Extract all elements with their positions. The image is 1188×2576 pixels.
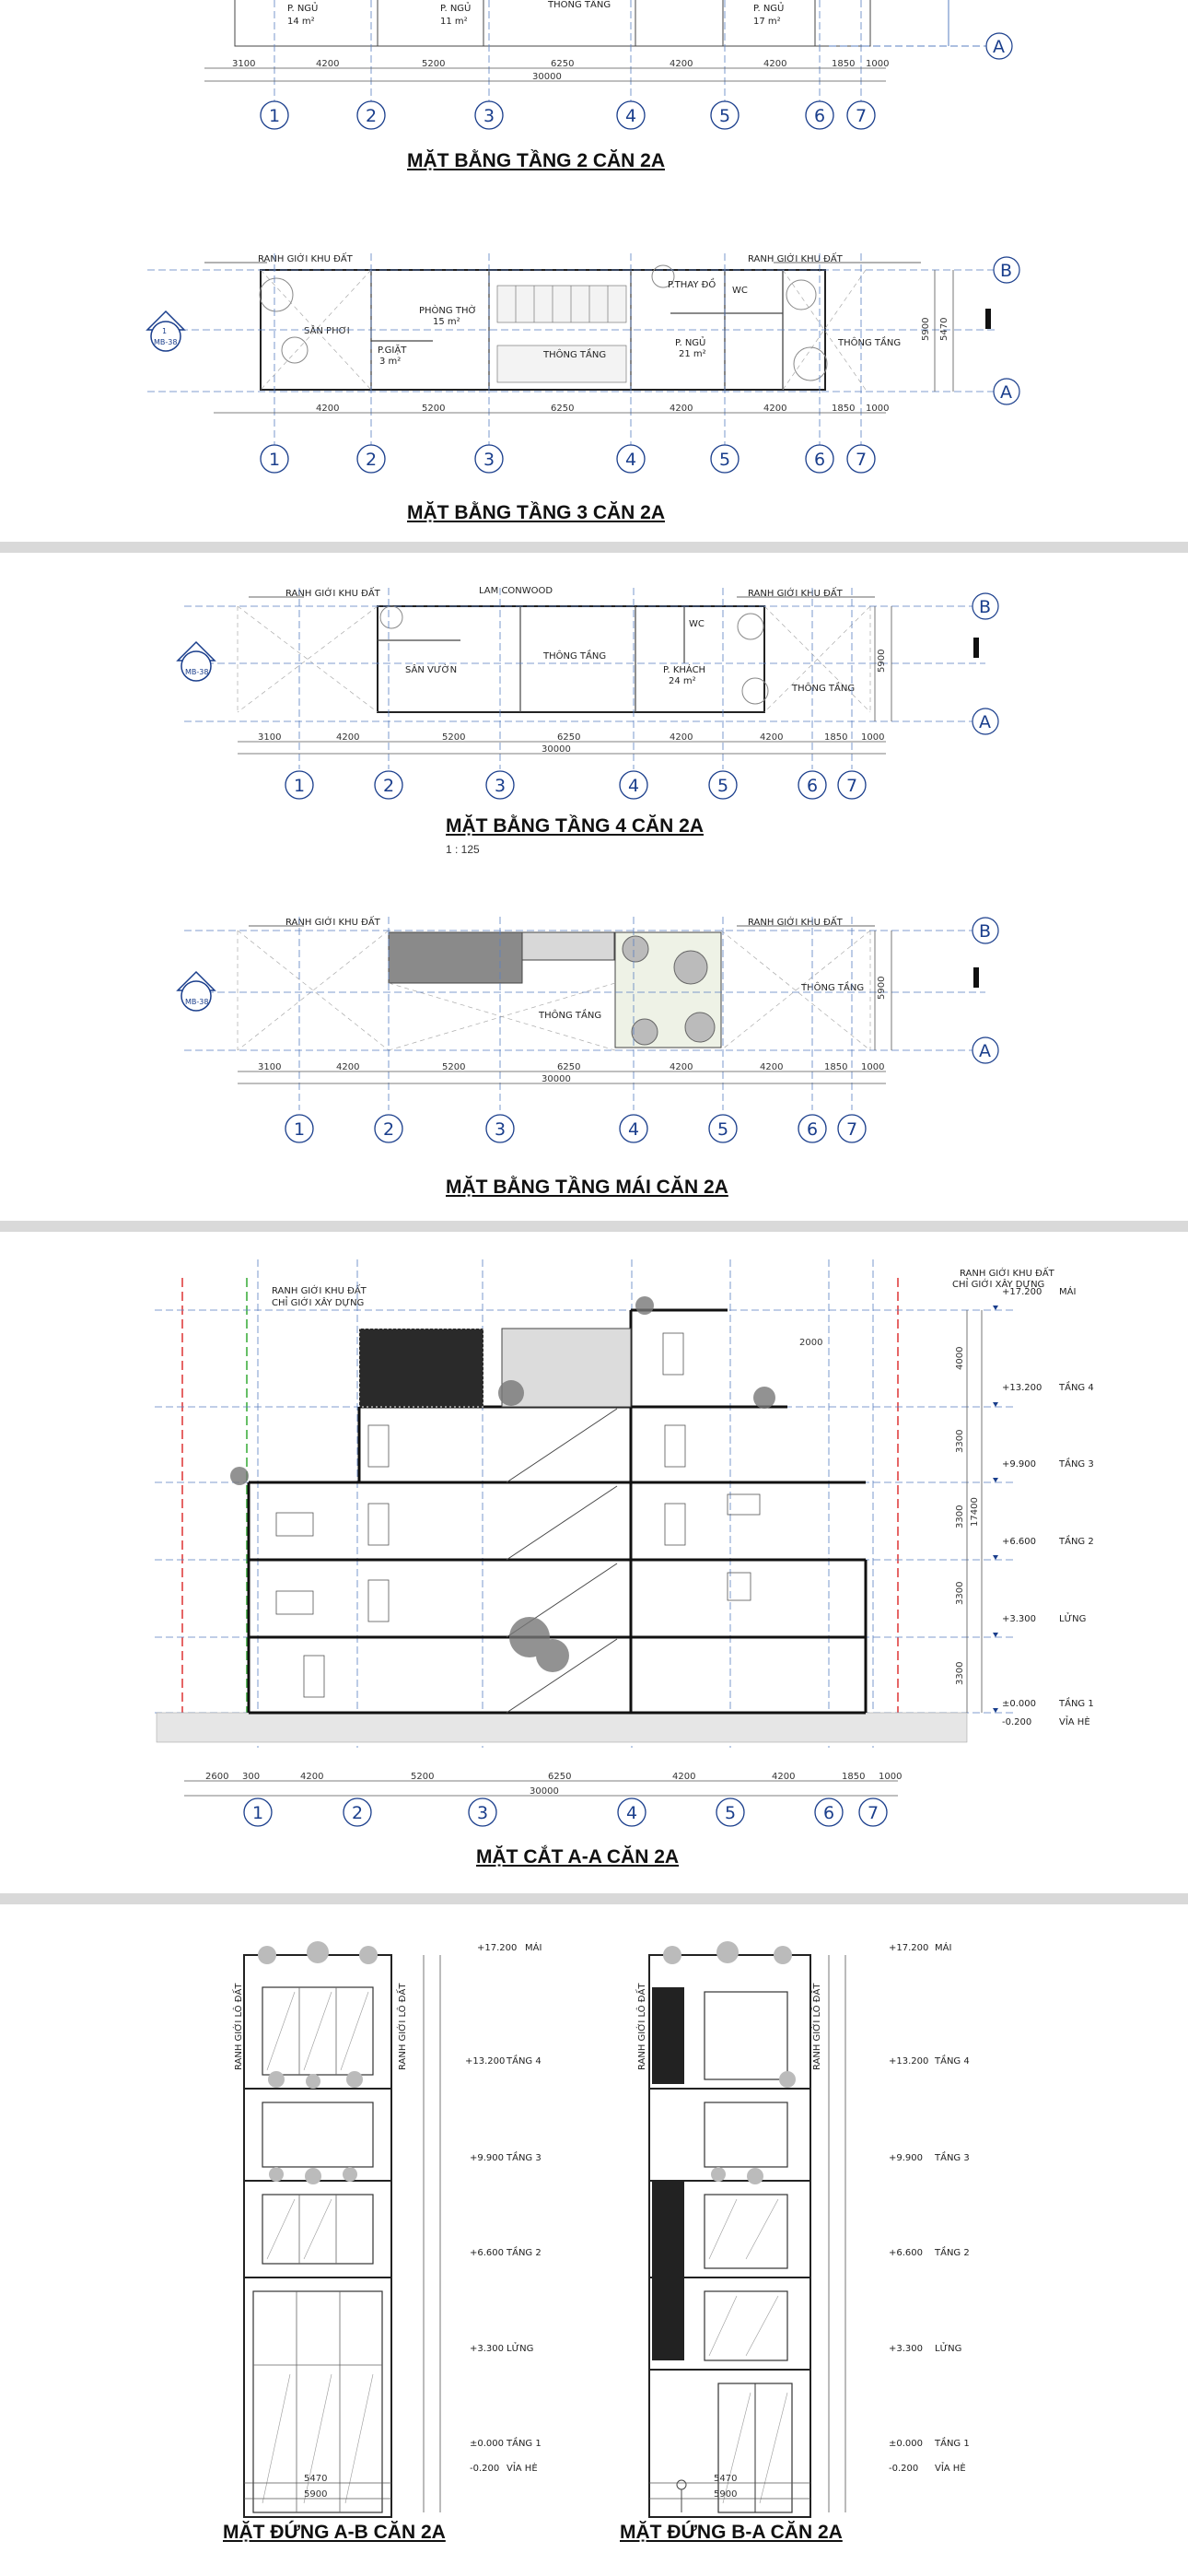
svg-text:±0.000: ±0.000 xyxy=(1002,1699,1037,1709)
svg-text:1850: 1850 xyxy=(832,404,856,414)
grid-axis-label: 5 xyxy=(717,1119,729,1140)
sheet-section-aa xyxy=(0,1232,1188,1893)
svg-text:CHỈ GIỚI XÂY DỰNG: CHỈ GIỚI XÂY DỰNG xyxy=(952,1280,1045,1290)
svg-text:THÔNG TẦNG: THÔNG TẦNG xyxy=(543,350,607,360)
svg-text:+6.600: +6.600 xyxy=(1002,1537,1037,1547)
svg-text:RANH GIỚI KHU ĐẤT: RANH GIỚI KHU ĐẤT xyxy=(748,254,843,264)
svg-text:THÔNG TẦNG: THÔNG TẦNG xyxy=(838,338,902,348)
svg-text:1850: 1850 xyxy=(824,1062,848,1072)
grid-axis-label: 3 xyxy=(483,450,495,470)
floor4-drawing xyxy=(0,553,1188,1221)
svg-text:MÁI: MÁI xyxy=(1059,1287,1077,1297)
svg-text:1850: 1850 xyxy=(832,59,856,69)
svg-text:VỈA HÈ: VỈA HÈ xyxy=(1059,1717,1090,1727)
grid-axis-label: 5 xyxy=(725,1803,737,1823)
svg-text:4200: 4200 xyxy=(336,1062,360,1072)
grid-axis-label: 7 xyxy=(846,776,858,796)
svg-text:RANH GIỚI KHU ĐẤT: RANH GIỚI KHU ĐẤT xyxy=(285,918,380,928)
svg-text:VỈA HÈ: VỈA HÈ xyxy=(507,2464,538,2474)
svg-text:B: B xyxy=(979,597,992,617)
svg-text:30000: 30000 xyxy=(542,1074,571,1084)
svg-text:300: 300 xyxy=(242,1772,261,1782)
svg-text:±0.000: ±0.000 xyxy=(889,2439,924,2449)
svg-text:6250: 6250 xyxy=(551,59,575,69)
grid-axis-label: 3 xyxy=(483,106,495,126)
grid-axis-label: 3 xyxy=(477,1803,489,1823)
svg-text:CHỈ GIỚI XÂY DỰNG: CHỈ GIỚI XÂY DỰNG xyxy=(272,1298,365,1308)
svg-text:TẦNG 1: TẦNG 1 xyxy=(935,2439,970,2449)
svg-text:5470: 5470 xyxy=(939,317,949,341)
svg-text:TẦNG 2: TẦNG 2 xyxy=(1059,1537,1094,1547)
svg-text:24 m²: 24 m² xyxy=(669,676,696,686)
sheet-title: MẶT BẰNG TẦNG 4 CĂN 2A xyxy=(446,815,705,837)
svg-text:A: A xyxy=(993,37,1005,57)
svg-text:P. NGỦ: P. NGỦ xyxy=(753,4,785,14)
svg-text:P. NGỦ: P. NGỦ xyxy=(440,4,472,14)
svg-text:+3.300: +3.300 xyxy=(1002,1614,1037,1624)
svg-text:5200: 5200 xyxy=(442,732,466,743)
svg-text:5900: 5900 xyxy=(921,317,931,341)
svg-text:3300: 3300 xyxy=(955,1429,965,1453)
svg-text:-0.200: -0.200 xyxy=(1002,1717,1032,1727)
svg-text:THÔNG TẦNG: THÔNG TẦNG xyxy=(543,651,607,662)
svg-text:+13.200: +13.200 xyxy=(465,2056,506,2067)
grid-axis-label: 1 xyxy=(252,1803,264,1823)
svg-text:RANH GIỚI LÔ ĐẤT: RANH GIỚI LÔ ĐẤT xyxy=(637,1983,647,2070)
svg-text:4200: 4200 xyxy=(300,1772,324,1782)
grid-axis-label: 1 xyxy=(294,776,306,796)
svg-text:TẦNG 1: TẦNG 1 xyxy=(1059,1699,1094,1709)
svg-text:LAM CONWOOD: LAM CONWOOD xyxy=(479,586,553,596)
svg-text:+3.300: +3.300 xyxy=(470,2344,505,2354)
svg-text:THÔNG TẦNG: THÔNG TẦNG xyxy=(548,0,611,10)
svg-text:+17.200: +17.200 xyxy=(889,1943,929,1953)
grid-axis-label: 4 xyxy=(625,106,637,126)
svg-text:THÔNG TẦNG: THÔNG TẦNG xyxy=(539,1011,602,1021)
svg-text:4200: 4200 xyxy=(316,404,340,414)
svg-text:TẦNG 4: TẦNG 4 xyxy=(507,2056,542,2067)
svg-text:15 m²: 15 m² xyxy=(433,317,460,327)
svg-text:3300: 3300 xyxy=(955,1661,965,1685)
svg-text:4200: 4200 xyxy=(763,404,787,414)
svg-text:RANH GIỚI LÔ ĐẤT: RANH GIỚI LÔ ĐẤT xyxy=(398,1983,408,2070)
svg-text:5900: 5900 xyxy=(877,649,887,673)
grid-axis-label: 7 xyxy=(856,106,868,126)
svg-text:RANH GIỚI LÔ ĐẤT: RANH GIỚI LÔ ĐẤT xyxy=(234,1983,244,2070)
svg-text:±0.000: ±0.000 xyxy=(470,2439,505,2449)
svg-text:RANH GIỚI KHU ĐẤT: RANH GIỚI KHU ĐẤT xyxy=(272,1286,367,1296)
svg-text:4200: 4200 xyxy=(670,404,693,414)
elev-width2: 5900 xyxy=(304,2489,328,2500)
room-label: P. NGỦ xyxy=(287,4,319,14)
svg-text:21 m²: 21 m² xyxy=(679,349,706,359)
grid-axis-label: 2 xyxy=(352,1803,364,1823)
svg-text:TẦNG 3: TẦNG 3 xyxy=(935,2153,970,2163)
grid-axis-label: 6 xyxy=(807,1119,819,1140)
svg-text:WC: WC xyxy=(689,619,705,629)
svg-text:B: B xyxy=(979,921,992,942)
svg-text:1: 1 xyxy=(162,327,168,335)
svg-text:3300: 3300 xyxy=(955,1505,965,1528)
svg-text:TẦNG 3: TẦNG 3 xyxy=(1059,1459,1094,1469)
svg-text:MB-38: MB-38 xyxy=(185,668,209,676)
grid-axis-label: 5 xyxy=(717,776,729,796)
sheet-elevations xyxy=(0,1904,1188,2576)
svg-text:A: A xyxy=(979,1041,991,1061)
svg-text:17 m²: 17 m² xyxy=(753,17,781,27)
sheet-title: MẶT BẰNG TẦNG 2 CĂN 2A xyxy=(407,150,666,171)
svg-text:1000: 1000 xyxy=(861,732,885,743)
svg-text:RANH GIỚI LÔ ĐẤT: RANH GIỚI LÔ ĐẤT xyxy=(812,1983,822,2070)
svg-text:RANH GIỚI KHU ĐẤT: RANH GIỚI KHU ĐẤT xyxy=(258,254,353,264)
scale-label: 1 : 125 xyxy=(446,843,480,856)
grid-axis-label: 5 xyxy=(719,106,731,126)
sheet-floor2-plan xyxy=(0,0,1188,542)
grid-axis-label: 2 xyxy=(366,450,378,470)
svg-text:SÂN PHƠI: SÂN PHƠI xyxy=(304,326,350,336)
svg-text:TẦNG 4: TẦNG 4 xyxy=(1059,1383,1094,1393)
svg-text:3 m²: 3 m² xyxy=(379,357,402,367)
svg-text:RANH GIỚI KHU ĐẤT: RANH GIỚI KHU ĐẤT xyxy=(748,918,843,928)
svg-text:MB-38: MB-38 xyxy=(185,998,209,1006)
grid-axis-label: 2 xyxy=(366,106,378,126)
svg-text:5200: 5200 xyxy=(442,1062,466,1072)
svg-text:5200: 5200 xyxy=(411,1772,435,1782)
svg-text:4200: 4200 xyxy=(760,1062,784,1072)
svg-text:3100: 3100 xyxy=(232,59,256,69)
svg-text:LỬNG: LỬNG xyxy=(1059,1614,1087,1624)
grid-axis-label: 5 xyxy=(719,450,731,470)
svg-text:30000: 30000 xyxy=(530,1786,559,1797)
svg-text:-0.200: -0.200 xyxy=(889,2464,919,2474)
svg-text:4200: 4200 xyxy=(670,1062,693,1072)
svg-text:+13.200: +13.200 xyxy=(889,2056,929,2067)
svg-text:+6.600: +6.600 xyxy=(889,2248,924,2258)
elevations-drawing xyxy=(0,1904,1188,2576)
svg-text:1000: 1000 xyxy=(866,59,890,69)
svg-text:5470: 5470 xyxy=(714,2474,738,2484)
svg-text:TẦNG 4: TẦNG 4 xyxy=(935,2056,970,2067)
grid-axis-label: 3 xyxy=(495,1119,507,1140)
svg-text:5200: 5200 xyxy=(422,404,446,414)
svg-text:SÂN VƯỜN: SÂN VƯỜN xyxy=(405,665,458,675)
svg-text:11 m²: 11 m² xyxy=(440,17,468,27)
sheet-title: MẶT BẰNG TẦNG 3 CĂN 2A xyxy=(407,502,666,523)
svg-text:TẦNG 3: TẦNG 3 xyxy=(507,2153,542,2163)
svg-text:1000: 1000 xyxy=(879,1772,903,1782)
svg-text:P.THAY ĐỒ: P.THAY ĐỒ xyxy=(668,280,716,290)
svg-text:17400: 17400 xyxy=(970,1497,980,1527)
svg-text:3300: 3300 xyxy=(955,1581,965,1605)
svg-text:2000: 2000 xyxy=(799,1338,823,1348)
svg-text:RANH GIỚI KHU ĐẤT: RANH GIỚI KHU ĐẤT xyxy=(748,589,843,599)
svg-text:+9.900: +9.900 xyxy=(889,2153,924,2163)
svg-text:WC: WC xyxy=(732,286,748,296)
grid-axis-label: 1 xyxy=(294,1119,306,1140)
grid-axis-label: 7 xyxy=(846,1119,858,1140)
grid-axis-label: 1 xyxy=(269,106,281,126)
grid-axis-label: 4 xyxy=(628,776,640,796)
svg-text:THÔNG TẦNG: THÔNG TẦNG xyxy=(801,983,865,993)
svg-text:PHÒNG THỜ: PHÒNG THỜ xyxy=(419,306,477,316)
svg-text:+17.200: +17.200 xyxy=(1002,1287,1042,1297)
grid-axis-label: 7 xyxy=(868,1803,879,1823)
svg-text:4000: 4000 xyxy=(955,1346,965,1370)
grid-axis-label: 3 xyxy=(495,776,507,796)
svg-text:5200: 5200 xyxy=(422,59,446,69)
svg-text:4200: 4200 xyxy=(763,59,787,69)
svg-text:1850: 1850 xyxy=(842,1772,866,1782)
svg-text:4200: 4200 xyxy=(670,59,693,69)
svg-text:B: B xyxy=(1000,261,1013,281)
svg-text:THÔNG TẦNG: THÔNG TẦNG xyxy=(792,684,856,694)
sheet-title-left: MẶT ĐỨNG A-B CĂN 2A xyxy=(223,2522,446,2543)
elevation-ab xyxy=(231,1941,542,2517)
svg-text:A: A xyxy=(979,712,991,732)
svg-text:RANH GIỚI KHU ĐẤT: RANH GIỚI KHU ĐẤT xyxy=(285,589,380,599)
svg-text:P. NGỦ: P. NGỦ xyxy=(675,338,706,348)
svg-text:30000: 30000 xyxy=(532,72,562,82)
svg-text:+3.300: +3.300 xyxy=(889,2344,924,2354)
svg-text:LỬNG: LỬNG xyxy=(507,2344,534,2354)
section-drawing xyxy=(0,1232,1188,1893)
svg-text:4200: 4200 xyxy=(336,732,360,743)
svg-text:MÁI: MÁI xyxy=(525,1943,542,1953)
svg-text:5900: 5900 xyxy=(714,2489,738,2500)
sheet-title: MẶT BẰNG TẦNG MÁI CĂN 2A xyxy=(446,1177,728,1198)
grid-axis-label: 6 xyxy=(807,776,819,796)
grid-axis-label: 2 xyxy=(383,776,395,796)
svg-text:1000: 1000 xyxy=(861,1062,885,1072)
svg-text:P. KHÁCH: P. KHÁCH xyxy=(663,665,706,675)
svg-text:TẦNG 2: TẦNG 2 xyxy=(935,2248,970,2258)
svg-text:MB-38: MB-38 xyxy=(154,338,178,346)
svg-text:30000: 30000 xyxy=(542,744,571,755)
svg-text:6250: 6250 xyxy=(557,732,581,743)
svg-text:3100: 3100 xyxy=(258,1062,282,1072)
svg-text:1000: 1000 xyxy=(866,404,890,414)
svg-text:6250: 6250 xyxy=(557,1062,581,1072)
svg-text:LỬNG: LỬNG xyxy=(935,2344,962,2354)
sheet-title-right: MẶT ĐỨNG B-A CĂN 2A xyxy=(620,2522,843,2543)
svg-text:TẦNG 1: TẦNG 1 xyxy=(507,2439,542,2449)
svg-text:5900: 5900 xyxy=(877,976,887,1000)
elev-width: 5470 xyxy=(304,2474,328,2484)
elevation-ba xyxy=(635,1941,970,2517)
svg-text:TẦNG 2: TẦNG 2 xyxy=(507,2248,542,2258)
svg-text:6250: 6250 xyxy=(548,1772,572,1782)
svg-text:4200: 4200 xyxy=(760,732,784,743)
grid-axis-label: 7 xyxy=(856,450,868,470)
svg-text:+9.900: +9.900 xyxy=(470,2153,505,2163)
svg-text:-0.200: -0.200 xyxy=(470,2464,500,2474)
svg-text:RANH GIỚI KHU ĐẤT: RANH GIỚI KHU ĐẤT xyxy=(960,1269,1054,1279)
grid-axis-label: 2 xyxy=(383,1119,395,1140)
svg-text:+9.900: +9.900 xyxy=(1002,1459,1037,1469)
sheet-title: MẶT CẮT A-A CĂN 2A xyxy=(476,1846,680,1868)
svg-text:+6.600: +6.600 xyxy=(470,2248,505,2258)
svg-text:4200: 4200 xyxy=(672,1772,696,1782)
svg-text:MÁI: MÁI xyxy=(935,1943,952,1953)
grid-axis-label: 4 xyxy=(625,450,637,470)
grid-axis-label: 4 xyxy=(626,1803,638,1823)
svg-text:VỈA HÈ: VỈA HÈ xyxy=(935,2464,966,2474)
grid-axis-label: 1 xyxy=(269,450,281,470)
svg-text:2600: 2600 xyxy=(205,1772,229,1782)
svg-text:14 m²: 14 m² xyxy=(287,17,315,27)
floor3-drawing xyxy=(0,0,1188,542)
svg-text:1850: 1850 xyxy=(824,732,848,743)
grid-axis-label: 6 xyxy=(823,1803,835,1823)
sheet-floor4-roof-plan xyxy=(0,553,1188,1221)
grid-axis-label: 4 xyxy=(628,1119,640,1140)
svg-text:4200: 4200 xyxy=(316,59,340,69)
svg-text:4200: 4200 xyxy=(670,732,693,743)
svg-text:4200: 4200 xyxy=(772,1772,796,1782)
svg-text:6250: 6250 xyxy=(551,404,575,414)
svg-text:P.GIẶT: P.GIẶT xyxy=(378,345,407,356)
svg-text:A: A xyxy=(1000,382,1012,403)
svg-text:3100: 3100 xyxy=(258,732,282,743)
grid-axis-label: 6 xyxy=(814,450,826,470)
svg-text:+17.200: +17.200 xyxy=(477,1943,518,1953)
grid-axis-label: 6 xyxy=(814,106,826,126)
svg-text:+13.200: +13.200 xyxy=(1002,1383,1042,1393)
